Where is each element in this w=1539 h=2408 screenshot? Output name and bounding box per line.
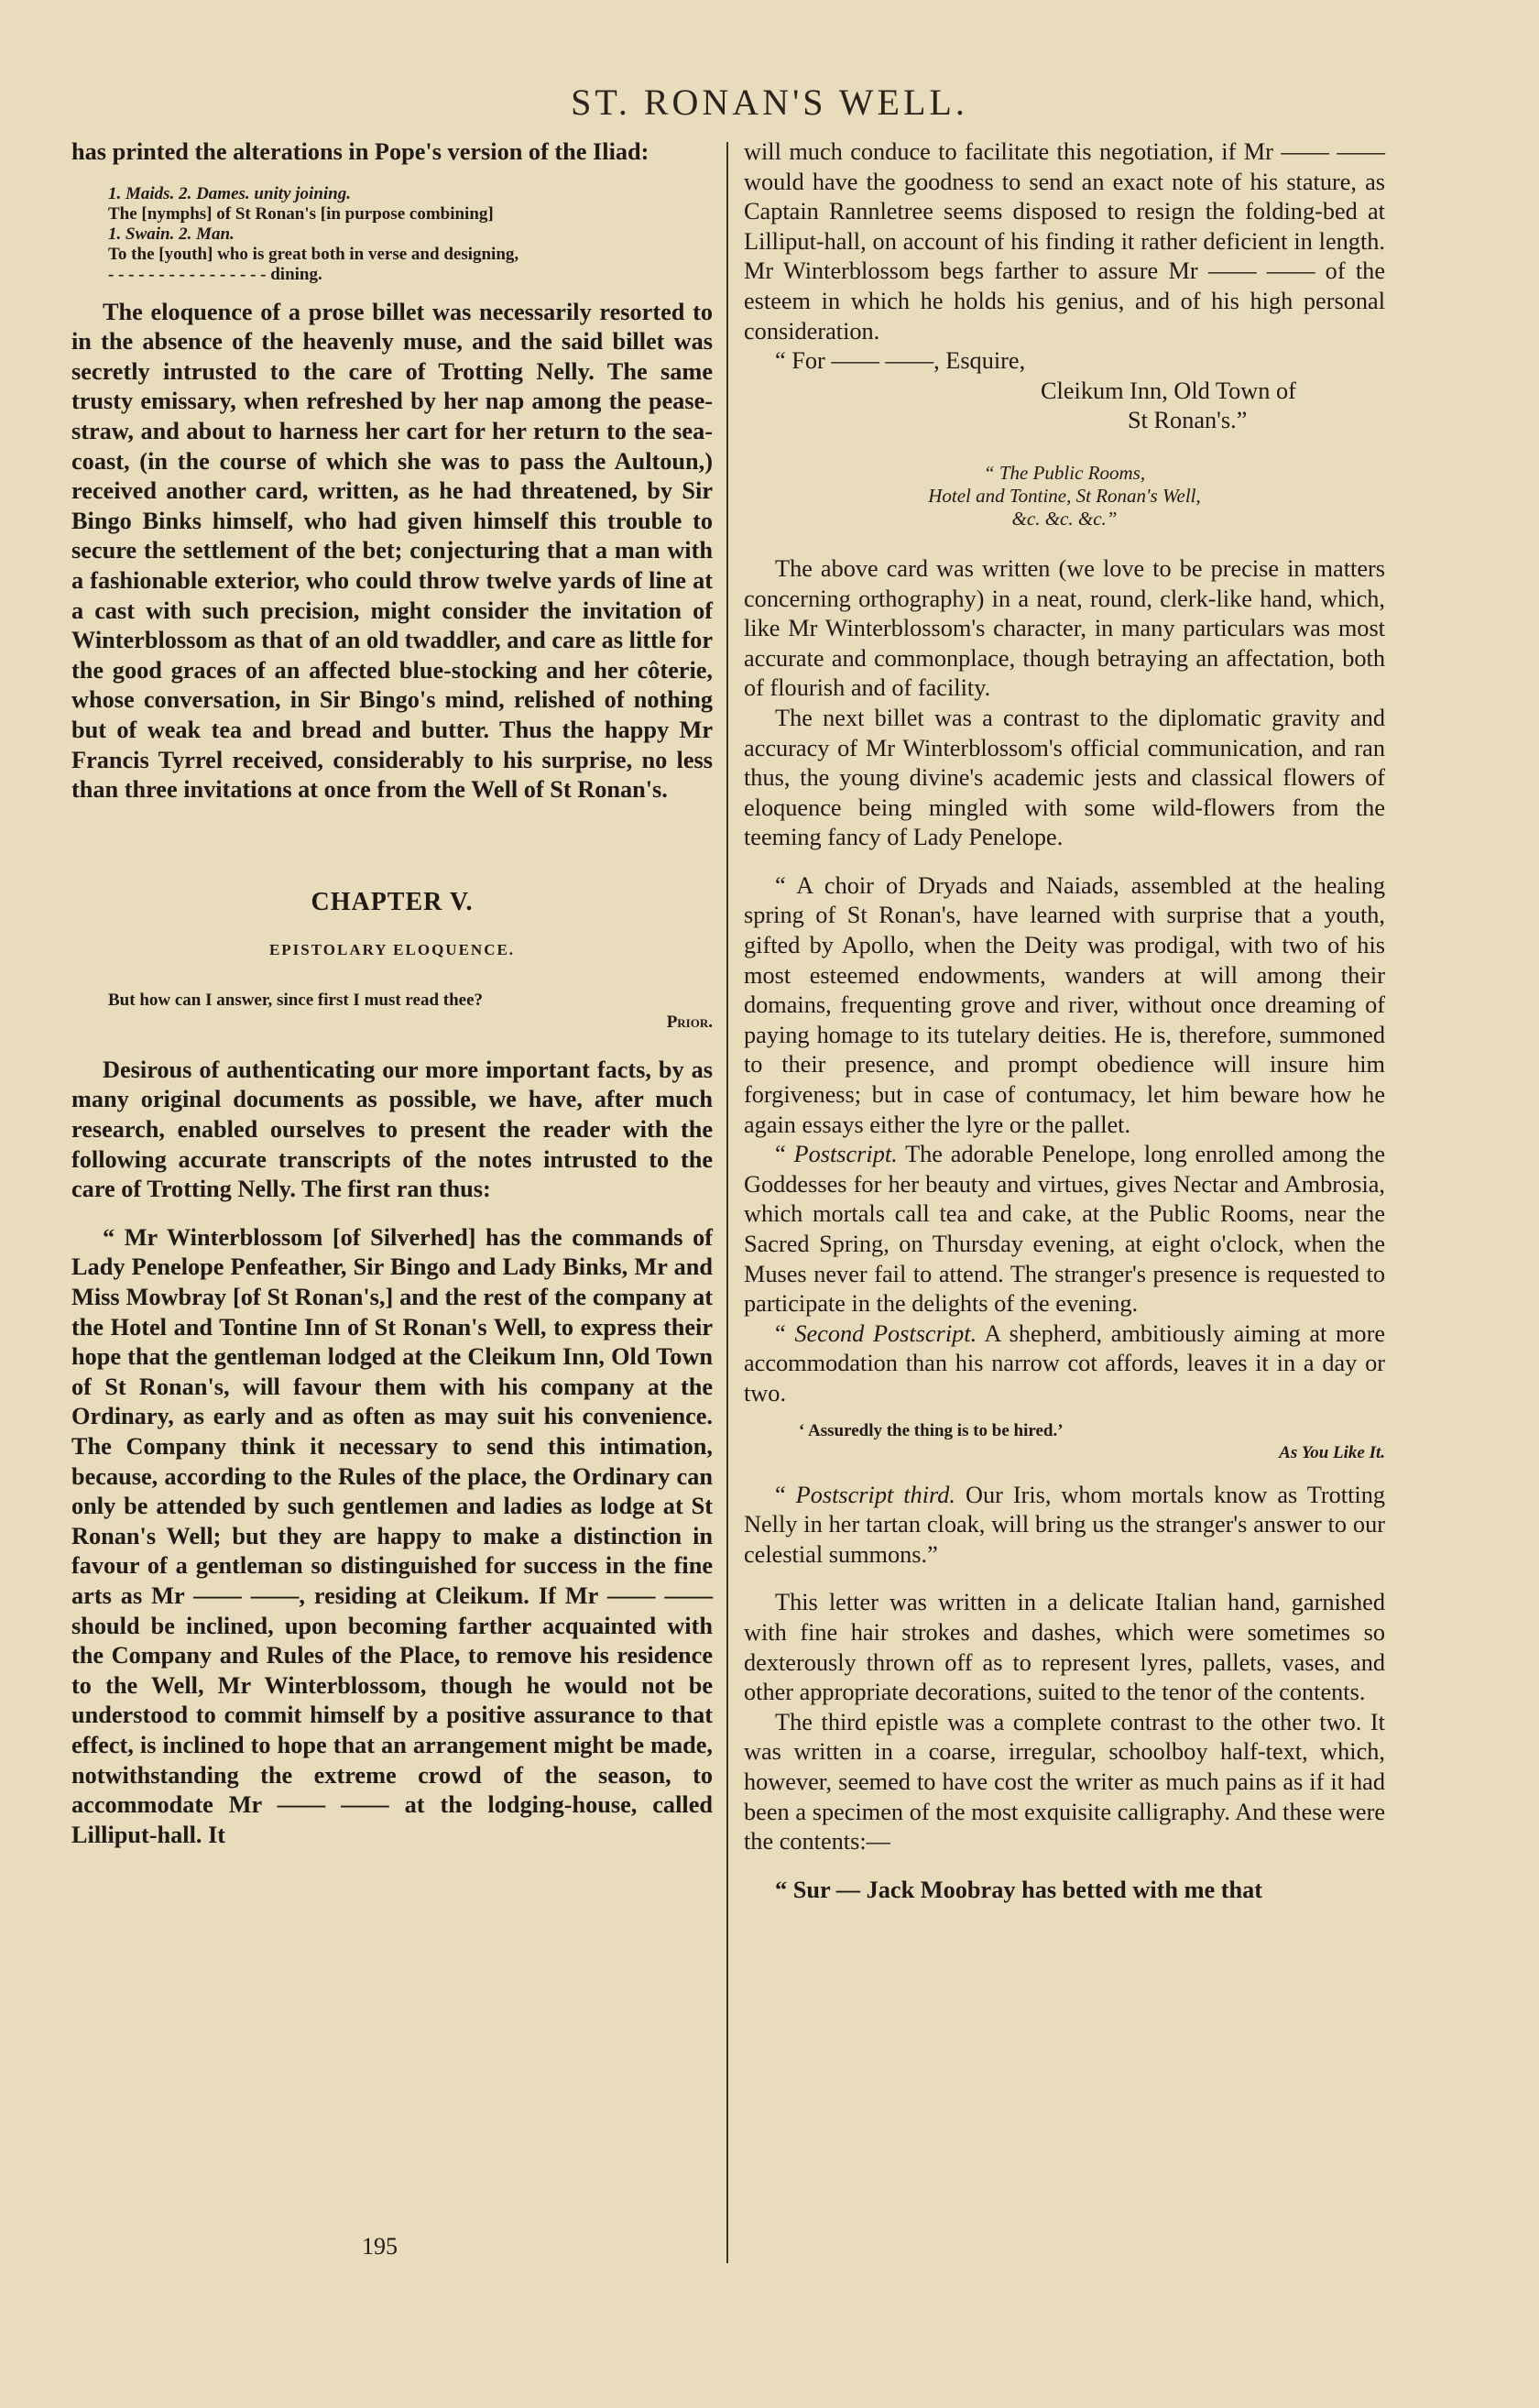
paragraph: The third epistle was a complete contrast to the other two. It was written in a coarse, irregular, schoolboy half-text, which, however, seemed to have cost the writer as much pains as if it had been a specimen of the most exquisite calligraphy. And these were the contents:— [744, 1708, 1385, 1855]
paragraph: “ A choir of Dryads and Naiads, assembled at the healing spring of St Ronan's, have learned with surprise that a youth, gifted by Apollo, when the Deity was prodigal, with two of his most esteemed endowments, wanders at will among their domains, frequenting grove and river, without once dreaming of paying homage to its tutelary deities. He is, therefore, summoned to their presence, and prompt obedience will insure him forgiveness; but in case of contumacy, let him beware how he again essays either the lyre or the pallet. [744, 871, 1385, 1138]
address-line: Hotel and Tontine, St Ronan's Well, [928, 484, 1201, 507]
postscript-text: The adorable Penelope, long enrolled among the Goddesses for her beauty and virtues, gives Nectar and Ambrosia, which mortals call tea and cake, at the Public Rooms, near the Sacred Spring, on Thursday evening, at eight o'clock, when the Muses never fail to attend. The stranger's presence is requested to participate in the delights of the evening. [744, 1141, 1385, 1318]
verse-line: The [nymphs] of St Ronan's [in purpose combining] [108, 203, 494, 224]
paragraph: The above card was written (we love to be precise in matters concerning orthography) in a neat, round, clerk-like hand, which, like Mr Winterblossom's character, in many particulars was most accurate and commonplace, though betraying an affectation, both of flourish and of facility. [744, 554, 1385, 702]
verse-line: 1. Maids. 2. Dames. unity joining. [108, 183, 351, 203]
paragraph: “ Mr Winterblossom [of Silverhed] has the commands of Lady Penelope Penfeather, Sir Bingo and Lady Binks, Mr and Miss Mowbray [of St Ronan's,] and the rest of the company at the Hotel and Tontine Inn of St Ronan's Well, to express their hope that the gentleman lodged at the Cleikum Inn, Old Town of St Ronan's, will favour them with his company at the Ordinary, as early and as often as may suit his convenience. The Company think it necessary to send this intimation, because, according to the Rules of the place, the Ordinary can only be attended by such gentlemen and ladies as lodge at St Ronan's Well; but they are happy to make a distinction in favour of a gentleman so distinguished for success in the fine arts as Mr —— ——, residing at Cleikum. If Mr —— —— should be inclined, upon becoming farther acquainted with the Company and Rules of the Place, to remove his residence to the Well, Mr Winterblossom, though he would not be understood to commit himself by a positive assurance to that effect, is inclined to hope that an arrangement might be made, notwithstanding the extreme crowd of the season, to accommodate Mr —— —— at the lodging-house, called Lilliput-hall. It [71, 1223, 713, 1848]
verse-line: 1. Swain. 2. Man. [108, 224, 235, 244]
paragraph: This letter was written in a delicate Italian hand, garnished with fine hair strokes and dashes, which were sometimes so dexterously thrown off as to represent lyres, pallets, vases, and other appropriate decorations, suited to the tenor of the contents. [744, 1589, 1385, 1706]
address-line: “ The Public Rooms, [983, 461, 1146, 484]
epigraph [108, 990, 713, 1034]
running-title: ST. RONAN'S WELL. [571, 82, 968, 123]
epigraph-source: Prior. [666, 1012, 713, 1032]
postscript-text: Our Iris, whom mortals know as Trotting Nelly in her tartan cloak, will bring us the stranger's answer to our celestial summons.” [744, 1481, 1385, 1568]
paragraph: “ Sur — Jack Moobray has betted with me that [775, 1876, 1263, 1903]
epigraph-text: ‘ Assuredly the thing is to be hired.’ [799, 1420, 1064, 1440]
verse-block [108, 184, 713, 285]
postscript-label: Postscript third. [795, 1481, 955, 1508]
paragraph: “ Second Postscript. A shepherd, ambitiously aiming at more accommodation than his narrow cot affords, leaves it in a day or two. [744, 1319, 1385, 1406]
paragraph: will much conduce to facilitate this negotiation, if Mr —— —— would have the goodness to send an exact note of his stature, as Captain Rannletree seems disposed to resign the folding-bed at Lilliput-hall, on account of his finding it rather deficient in length. Mr Winterblossom begs farther to assure Mr —— —— of the esteem in which he holds his genius, and of his high personal consideration. [744, 138, 1385, 345]
paragraph: Desirous of authenticating our more important facts, by as many original documents as possible, we have, after much research, enabled ourselves to present the reader with the following accurate transcripts of the notes intrusted to the care of Trotting Nelly. The first ran thus: [71, 1056, 713, 1203]
column-divider [726, 142, 728, 2263]
epigraph-2 [799, 1420, 1385, 1464]
address-line: &c. &c. &c.” [1011, 507, 1118, 530]
signoff-line: St Ronan's.” [1128, 407, 1248, 434]
page-number: 195 [362, 2233, 398, 2260]
signoff-line: Cleikum Inn, Old Town of [1041, 377, 1296, 404]
epigraph-text: But how can I answer, since first I must read thee? [108, 990, 484, 1010]
postscript-label: Second Postscript. [794, 1319, 977, 1347]
intro-line: has printed the alterations in Pope's version of the Iliad: [71, 138, 649, 165]
left-column [71, 137, 713, 1850]
postscript-text: A shepherd, ambitiously aiming at more accommodation than his narrow cot affords, leaves it in a day or two. [744, 1319, 1385, 1406]
postscript-label: Postscript. [793, 1141, 898, 1168]
chapter-subtitle: EPISTOLARY ELOQUENCE. [268, 941, 516, 959]
chapter-heading: CHAPTER V. [311, 887, 474, 916]
verse-line: To the [youth] who is great both in verse and designing, [108, 244, 519, 264]
paragraph: The eloquence of a prose billet was necessarily resorted to in the absence of the heavenly muse, and the said billet was secretly intrusted to the care of Trotting Nelly. The same trusty emissary, when refreshed by her nap among the pease-straw, and about to harness her cart for her return to the sea-coast, (in the course of which she was to pass the Aultoun,) received another card, written, as he had threatened, by Sir Bingo Binks himself, who had given himself this trouble to secure the settlement of the bet; conjecturing that a man with a fashionable exterior, who could throw twelve yards of line at a cast with such precision, might consider the invitation of Winterblossom as that of an old twaddler, and care as little for the good graces of an affected blue-stocking and her côterie, whose conversation, in Sir Bingo's mind, relished of nothing but of weak tea and bread and butter. Thus the happy Mr Francis Tyrrel received, considerably to his surprise, no less than three invitations at once from the Well of St Ronan's. [71, 298, 713, 804]
epigraph-source: As You Like It. [1279, 1442, 1385, 1462]
verse-line: - - - - - - - - - - - - - - - - dining. [108, 264, 322, 284]
right-column [744, 137, 1385, 1905]
paragraph: “ Postscript. The adorable Penelope, long enrolled among the Goddesses for her beauty and virtues, gives Nectar and Ambrosia, which mortals call tea and cake, at the Public Rooms, near the Sacred Spring, on Thursday evening, at eight o'clock, when the Muses never fail to attend. The stranger's presence is requested to participate in the delights of the evening. [744, 1141, 1385, 1318]
signoff-line: “ For —— ——, Esquire, [775, 347, 1026, 375]
address-block [744, 462, 1385, 531]
paragraph: The next billet was a contrast to the diplomatic gravity and accuracy of Mr Winterblossom's official communication, and ran thus, the young divine's academic jests and classical flowers of eloquence being mingled with some wild-flowers from the teeming fancy of Lady Penelope. [744, 704, 1385, 851]
paragraph: “ Postscript third. Our Iris, whom mortals know as Trotting Nelly in her tartan cloak, will bring us the stranger's answer to our celestial summons.” [744, 1481, 1385, 1568]
